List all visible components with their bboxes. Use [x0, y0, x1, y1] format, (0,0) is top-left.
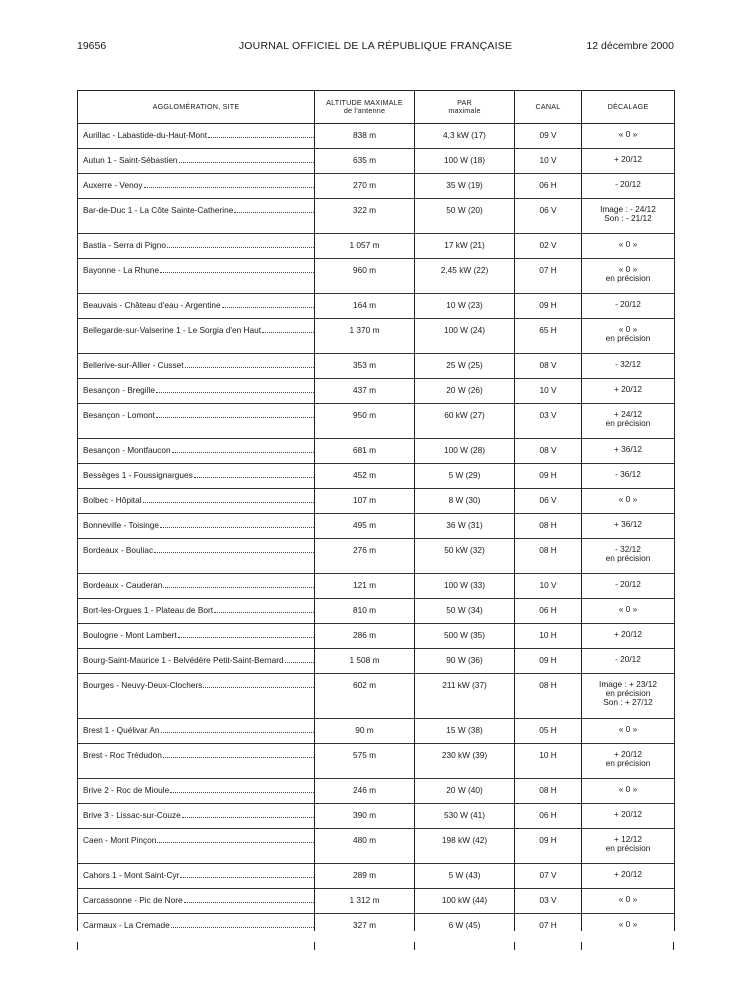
site-name: Bonneville - Toisinge — [83, 520, 159, 530]
canal-cell: 10 V — [515, 149, 582, 174]
decalage-line: « 0 » — [618, 784, 638, 794]
decalage-line: « 0 » — [618, 239, 638, 249]
par-cell: 35 W (19) — [415, 174, 515, 199]
site-name: Bar-de-Duc 1 - La Côte Sainte-Catherine — [83, 205, 234, 215]
dot-leader — [163, 587, 314, 588]
altitude-cell: 810 m — [315, 599, 415, 624]
canal-cell: 10 V — [515, 574, 582, 599]
par-cell: 5 W (43) — [415, 864, 515, 889]
altitude-cell: 164 m — [315, 294, 415, 319]
site-name: Bayonne - La Rhune — [83, 265, 160, 275]
canal-cell: 05 H — [515, 719, 582, 744]
table-row — [78, 804, 675, 829]
decalage-cell — [582, 744, 675, 779]
decalage-line: + 36/12 — [614, 444, 642, 454]
altitude-cell: 635 m — [315, 149, 415, 174]
decalage-cell — [582, 124, 675, 149]
dot-leader — [285, 662, 314, 663]
site-cell — [78, 719, 315, 744]
altitude-cell: 327 m — [315, 914, 415, 931]
dot-leader — [185, 367, 314, 368]
altitude-cell: 322 m — [315, 199, 415, 234]
altitude-cell: 1 057 m — [315, 234, 415, 259]
site-cell — [78, 889, 315, 914]
altitude-cell: 1 370 m — [315, 319, 415, 354]
dot-leader — [163, 757, 314, 758]
table-row — [78, 199, 675, 234]
par-cell: 60 kW (27) — [415, 404, 515, 439]
dot-leader — [160, 272, 314, 273]
dot-leader — [180, 877, 314, 878]
col-header-site: AGGLOMÉRATION, SITE — [78, 91, 315, 124]
decalage-cell — [582, 234, 675, 259]
site-name: Brest - Roc Trédudon — [83, 750, 162, 760]
altitude-cell: 107 m — [315, 489, 415, 514]
site-name: Aurillac - Labastide-du-Haut-Mont — [83, 130, 208, 140]
altitude-cell: 353 m — [315, 354, 415, 379]
dot-leader — [182, 817, 314, 818]
site-name: Beauvais - Château d'eau - Argentine — [83, 300, 221, 310]
decalage-line: + 20/12 — [614, 869, 642, 879]
decalage-cell — [582, 354, 675, 379]
decalage-cell — [582, 889, 675, 914]
decalage-cell — [582, 464, 675, 489]
par-cell: 17 kW (21) — [415, 234, 515, 259]
decalage-line: en précision — [605, 418, 651, 428]
decalage-line: « 0 » — [618, 724, 638, 734]
altitude-cell: 681 m — [315, 439, 415, 464]
par-cell: 2,45 kW (22) — [415, 259, 515, 294]
site-cell — [78, 404, 315, 439]
canal-cell: 08 H — [515, 779, 582, 804]
table-row — [78, 864, 675, 889]
decalage-line: + 12/12 — [614, 834, 642, 844]
par-cell: 15 W (38) — [415, 719, 515, 744]
table-row — [78, 439, 675, 464]
dot-leader — [262, 332, 314, 333]
site-cell — [78, 649, 315, 674]
decalage-cell — [582, 829, 675, 864]
site-cell — [78, 464, 315, 489]
decalage-line: + 20/12 — [614, 749, 642, 759]
dot-leader — [160, 527, 314, 528]
site-name: Brest 1 - Quélivar An — [83, 725, 160, 735]
decalage-line: « 0 » — [618, 604, 638, 614]
publication-date: 12 décembre 2000 — [586, 40, 674, 52]
table-row — [78, 829, 675, 864]
site-name: Brive 3 - Lissac-sur-Couze — [83, 810, 181, 820]
site-cell — [78, 674, 315, 719]
canal-cell: 06 H — [515, 174, 582, 199]
col-header-canal: CANAL — [515, 91, 582, 124]
canal-cell: 06 V — [515, 489, 582, 514]
site-name: Besançon - Montfaucon — [83, 445, 171, 455]
table-row — [78, 404, 675, 439]
altitude-cell: 90 m — [315, 719, 415, 744]
decalage-line: + 20/12 — [614, 384, 642, 394]
par-cell: 100 W (28) — [415, 439, 515, 464]
altitude-cell: 437 m — [315, 379, 415, 404]
altitude-cell: 121 m — [315, 574, 415, 599]
dot-leader — [194, 477, 314, 478]
site-cell — [78, 294, 315, 319]
par-cell: 50 W (20) — [415, 199, 515, 234]
site-cell — [78, 259, 315, 294]
decalage-line: Image : + 23/12 — [599, 679, 657, 689]
table-row — [78, 624, 675, 649]
par-cell: 50 W (34) — [415, 599, 515, 624]
dot-leader — [144, 187, 315, 188]
altitude-cell: 838 m — [315, 124, 415, 149]
site-name: Bordeaux - Cauderan — [83, 580, 163, 590]
dot-leader — [143, 502, 314, 503]
par-cell: 20 W (40) — [415, 779, 515, 804]
site-cell — [78, 914, 315, 931]
site-name: Bourges - Neuvy-Deux-Clochers — [83, 680, 203, 690]
par-cell: 100 kW (44) — [415, 889, 515, 914]
table-row — [78, 514, 675, 539]
site-name: Brive 2 - Roc de Mioule — [83, 785, 170, 795]
decalage-cell — [582, 439, 675, 464]
decalage-line: - 20/12 — [615, 579, 641, 589]
dot-leader — [154, 552, 314, 553]
decalage-cell — [582, 379, 675, 404]
decalage-line: - 20/12 — [615, 299, 641, 309]
decalage-line: - 20/12 — [615, 654, 641, 664]
canal-cell: 09 H — [515, 464, 582, 489]
dot-leader — [170, 792, 314, 793]
dot-leader — [171, 927, 314, 928]
canal-cell: 10 H — [515, 744, 582, 779]
altitude-cell: 452 m — [315, 464, 415, 489]
decalage-cell — [582, 779, 675, 804]
site-cell — [78, 574, 315, 599]
canal-cell: 03 V — [515, 889, 582, 914]
site-cell — [78, 319, 315, 354]
canal-cell: 09 H — [515, 294, 582, 319]
table-row — [78, 489, 675, 514]
decalage-cell — [582, 174, 675, 199]
site-cell — [78, 864, 315, 889]
canal-cell: 08 H — [515, 514, 582, 539]
par-cell: 10 W (23) — [415, 294, 515, 319]
decalage-line: en précision — [605, 758, 651, 768]
dot-leader — [234, 212, 314, 213]
canal-cell: 06 V — [515, 199, 582, 234]
decalage-cell — [582, 674, 675, 719]
par-cell: 36 W (31) — [415, 514, 515, 539]
table-row — [78, 914, 675, 931]
site-name: Bordeaux - Bouliac — [83, 545, 154, 555]
dot-leader — [203, 687, 314, 688]
site-cell — [78, 234, 315, 259]
canal-cell: 02 V — [515, 234, 582, 259]
par-cell: 90 W (36) — [415, 649, 515, 674]
decalage-line: « 0 » — [618, 129, 638, 139]
table-row — [78, 744, 675, 779]
altitude-cell: 960 m — [315, 259, 415, 294]
table-row — [78, 779, 675, 804]
site-name: Bourg-Saint-Maurice 1 - Belvédère Petit-Saint-Bernard — [83, 655, 284, 665]
col-header-par: PAR maximale — [415, 91, 515, 124]
site-cell — [78, 149, 315, 174]
dot-leader — [156, 417, 314, 418]
decalage-line: « 0 » — [618, 324, 638, 334]
decalage-cell — [582, 804, 675, 829]
site-name: Besançon - Lomont — [83, 410, 155, 420]
decalage-cell — [582, 259, 675, 294]
decalage-cell — [582, 489, 675, 514]
par-cell: 50 kW (32) — [415, 539, 515, 574]
table-row — [78, 354, 675, 379]
dot-leader — [167, 247, 314, 248]
site-name: Autun 1 - Saint-Sébastien — [83, 155, 178, 165]
dot-leader — [184, 902, 314, 903]
table-row — [78, 174, 675, 199]
decalage-line: « 0 » — [618, 894, 638, 904]
decalage-cell — [582, 864, 675, 889]
col-header-altitude: ALTITUDE MAXIMALE de l'antenne — [315, 91, 415, 124]
canal-cell: 65 H — [515, 319, 582, 354]
par-cell: 211 kW (37) — [415, 674, 515, 719]
decalage-cell — [582, 719, 675, 744]
table-row — [78, 574, 675, 599]
site-name: Bellerive-sur-Allier - Cusset — [83, 360, 184, 370]
decalage-line: - 32/12 — [615, 359, 641, 369]
decalage-cell — [582, 319, 675, 354]
decalage-line: - 36/12 — [615, 469, 641, 479]
canal-cell: 08 H — [515, 674, 582, 719]
decalage-cell — [582, 599, 675, 624]
table-row — [78, 599, 675, 624]
decalage-cell — [582, 574, 675, 599]
decalage-line: Son : - 21/12 — [604, 213, 652, 223]
altitude-cell: 390 m — [315, 804, 415, 829]
decalage-line: + 20/12 — [614, 809, 642, 819]
decalage-line: en précision — [605, 843, 651, 853]
site-name: Carmaux - La Cremade — [83, 920, 170, 930]
table-row — [78, 464, 675, 489]
canal-cell: 06 H — [515, 804, 582, 829]
canal-cell: 03 V — [515, 404, 582, 439]
altitude-cell: 575 m — [315, 744, 415, 779]
table-row — [78, 294, 675, 319]
par-cell: 8 W (30) — [415, 489, 515, 514]
par-cell: 25 W (25) — [415, 354, 515, 379]
decalage-cell — [582, 539, 675, 574]
altitude-cell: 1 312 m — [315, 889, 415, 914]
site-cell — [78, 379, 315, 404]
decalage-line: Son : + 27/12 — [603, 697, 653, 707]
journal-title: JOURNAL OFFICIEL DE LA RÉPUBLIQUE FRANÇAISE — [238, 40, 513, 52]
site-name: Carcassonne - Pic de Nore — [83, 895, 183, 905]
dot-leader — [157, 842, 314, 843]
table-body — [78, 124, 675, 931]
table-row — [78, 149, 675, 174]
table-row — [78, 889, 675, 914]
decalage-line: + 24/12 — [614, 409, 642, 419]
dot-leader — [208, 137, 314, 138]
site-cell — [78, 489, 315, 514]
canal-cell: 06 H — [515, 599, 582, 624]
decalage-line: en précision — [605, 688, 651, 698]
dot-leader — [178, 637, 314, 638]
par-cell: 4,3 kW (17) — [415, 124, 515, 149]
site-cell — [78, 624, 315, 649]
decalage-line: - 32/12 — [615, 544, 641, 554]
site-name: Besançon - Bregille — [83, 385, 155, 395]
par-cell: 230 kW (39) — [415, 744, 515, 779]
canal-cell: 07 H — [515, 259, 582, 294]
par-cell: 6 W (45) — [415, 914, 515, 931]
frequency-table — [77, 90, 675, 931]
site-name: Bessèges 1 - Foussignargues — [83, 470, 193, 480]
site-cell — [78, 779, 315, 804]
decalage-line: + 20/12 — [614, 629, 642, 639]
site-name: Bort-les-Orgues 1 - Plateau de Bort — [83, 605, 214, 615]
decalage-cell — [582, 624, 675, 649]
canal-cell: 10 V — [515, 379, 582, 404]
canal-cell: 07 V — [515, 864, 582, 889]
site-name: Bolbec - Hôpital — [83, 495, 142, 505]
canal-cell: 08 H — [515, 539, 582, 574]
altitude-cell: 286 m — [315, 624, 415, 649]
par-cell: 100 W (33) — [415, 574, 515, 599]
table-row — [78, 379, 675, 404]
page-number: 19656 — [77, 40, 107, 52]
decalage-line: + 36/12 — [614, 519, 642, 529]
site-name: Auxerre - Venoy — [83, 180, 143, 190]
col-header-decalage: DÉCALAGE — [582, 91, 675, 124]
site-cell — [78, 514, 315, 539]
dot-leader — [172, 452, 314, 453]
canal-cell: 08 V — [515, 439, 582, 464]
dot-leader — [156, 392, 314, 393]
table-header-row — [78, 91, 675, 124]
site-cell — [78, 124, 315, 149]
decalage-cell — [582, 649, 675, 674]
site-name: Boulogne - Mont Lambert — [83, 630, 177, 640]
decalage-cell — [582, 149, 675, 174]
altitude-cell: 1 508 m — [315, 649, 415, 674]
dot-leader — [214, 612, 314, 613]
site-cell — [78, 804, 315, 829]
altitude-cell: 480 m — [315, 829, 415, 864]
table-row — [78, 124, 675, 149]
par-cell: 20 W (26) — [415, 379, 515, 404]
canal-cell: 09 V — [515, 124, 582, 149]
site-name: Caen - Mont Pinçon — [83, 835, 157, 845]
site-cell — [78, 439, 315, 464]
decalage-line: - 20/12 — [615, 179, 641, 189]
altitude-cell: 602 m — [315, 674, 415, 719]
altitude-cell: 950 m — [315, 404, 415, 439]
decalage-line: en précision — [605, 273, 651, 283]
table-row — [78, 234, 675, 259]
canal-cell: 07 H — [515, 914, 582, 931]
decalage-cell — [582, 404, 675, 439]
decalage-line: « 0 » — [618, 494, 638, 504]
table-row — [78, 674, 675, 719]
table-continuation — [77, 942, 674, 950]
altitude-cell: 246 m — [315, 779, 415, 804]
table-row — [78, 719, 675, 744]
decalage-line: + 20/12 — [614, 154, 642, 164]
decalage-line: en précision — [605, 333, 651, 343]
canal-cell: 10 H — [515, 624, 582, 649]
table-row — [78, 539, 675, 574]
page-header — [77, 40, 674, 54]
par-cell: 100 W (24) — [415, 319, 515, 354]
decalage-cell — [582, 914, 675, 931]
table-row — [78, 649, 675, 674]
altitude-cell: 276 m — [315, 539, 415, 574]
dot-leader — [179, 162, 314, 163]
dot-leader — [161, 732, 314, 733]
canal-cell: 09 H — [515, 829, 582, 864]
site-cell — [78, 829, 315, 864]
site-name: Bastia - Serra di Pigno — [83, 240, 167, 250]
altitude-cell: 495 m — [315, 514, 415, 539]
par-cell: 100 W (18) — [415, 149, 515, 174]
table-row — [78, 319, 675, 354]
decalage-line: Image : - 24/12 — [600, 204, 656, 214]
canal-cell: 09 H — [515, 649, 582, 674]
site-cell — [78, 599, 315, 624]
decalage-line: « 0 » — [618, 264, 638, 274]
par-cell: 198 kW (42) — [415, 829, 515, 864]
site-cell — [78, 354, 315, 379]
altitude-cell: 270 m — [315, 174, 415, 199]
dot-leader — [222, 307, 314, 308]
site-name: Bellegarde-sur-Valserine 1 - Le Sorgia d'en Haut — [83, 325, 262, 335]
site-cell — [78, 174, 315, 199]
altitude-cell: 289 m — [315, 864, 415, 889]
table-row — [78, 259, 675, 294]
decalage-line: en précision — [605, 553, 651, 563]
par-cell: 5 W (29) — [415, 464, 515, 489]
decalage-line: « 0 » — [618, 919, 638, 929]
site-name: Cahors 1 - Mont Saint-Cyr — [83, 870, 180, 880]
site-cell — [78, 539, 315, 574]
canal-cell: 08 V — [515, 354, 582, 379]
par-cell: 530 W (41) — [415, 804, 515, 829]
par-cell: 500 W (35) — [415, 624, 515, 649]
decalage-cell — [582, 514, 675, 539]
decalage-cell — [582, 294, 675, 319]
site-cell — [78, 199, 315, 234]
site-cell — [78, 744, 315, 779]
decalage-cell — [582, 199, 675, 234]
